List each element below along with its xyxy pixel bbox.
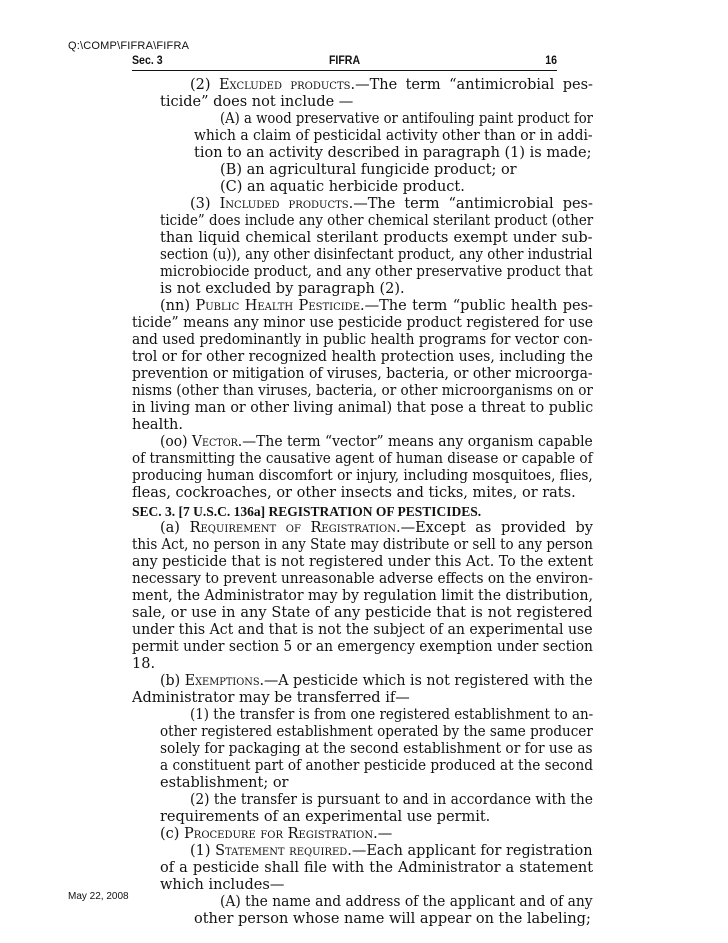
- text-line: ticide” does not include —: [160, 94, 354, 110]
- section-heading: SEC. 3. [7 U.S.C. 136a] REGISTRATION OF PESTICIDES.: [132, 504, 482, 519]
- text-line: sale, or use in any State of any pesticide that is not registered: [132, 605, 593, 621]
- heading-smallcaps: Requirement of Registration: [189, 520, 396, 536]
- text-line: (2) the transfer is pursuant to and in accordance with the: [190, 792, 593, 808]
- text-line: ment, the Administrator may by regulation limit the distribution,: [132, 588, 593, 604]
- text-line: 18.: [132, 656, 156, 672]
- text-line: ticide” means any minor use pesticide product registered for use: [132, 315, 594, 331]
- text-line: requirements of an experimental use permit.: [160, 809, 491, 825]
- text-line: (A) the name and address of the applicant and of any: [220, 894, 593, 910]
- heading-smallcaps: Excluded products: [218, 77, 351, 93]
- text-line: fleas, cockroaches, or other insects and ticks, mites, or rats.: [132, 485, 576, 501]
- text-line: (C) an aquatic herbicide product.: [220, 179, 465, 195]
- text-line: this Act, no person in any State may distribute or sell to any person: [132, 537, 593, 553]
- text-line: (b) Exemptions.—A pesticide which is not registered with the: [160, 673, 593, 689]
- text-line: any pesticide that is not registered under this Act. To the extent: [132, 554, 594, 570]
- text-line: section (u)), any other disinfectant product, any other industrial: [160, 247, 593, 263]
- text-line: producing human discomfort or injury, including mosquitoes, flies,: [132, 468, 593, 484]
- text-line: under this Act and that is not the subject of an experimental use: [132, 622, 593, 638]
- text-line: (1) the transfer is from one registered establishment to an-: [190, 707, 594, 723]
- text-line: establishment; or: [160, 775, 289, 791]
- text-line: which a claim of pesticidal activity other than or in addi-: [194, 128, 593, 144]
- text-line: (B) an agricultural fungicide product; or: [220, 162, 517, 178]
- text-line: solely for packaging at the second establishment or for use as: [160, 741, 593, 757]
- text-line: Administrator may be transferred if—: [132, 690, 410, 706]
- text-line: prevention or mitigation of viruses, bacteria, or other microorga-: [132, 366, 593, 382]
- text-line: (nn) Public Health Pesticide.—The term “public health pes-: [160, 298, 593, 314]
- header-title: FIFRA: [328, 55, 361, 67]
- text-line: microbiocide product, and any other preservative product that: [160, 264, 593, 280]
- text-line: of a pesticide shall file with the Administrator a statement: [160, 860, 594, 876]
- text-line: necessary to prevent unreasonable adverse effects on the environ-: [132, 571, 593, 587]
- text-line: other registered establishment operated by the same producer: [160, 724, 593, 740]
- text-line: health.: [132, 417, 183, 433]
- heading-smallcaps: Statement required: [215, 843, 348, 859]
- heading-smallcaps: Procedure for Registration: [184, 826, 374, 842]
- file-path: Q:\COMP\FIFRA\FIFRA: [68, 40, 190, 52]
- running-header: [132, 54, 557, 71]
- text-line: other person whose name will appear on the labeling;: [194, 911, 591, 927]
- text-line: and used predominantly in public health programs for vector con-: [132, 332, 593, 348]
- text-line: ticide” does include any other chemical sterilant product (other: [160, 213, 594, 229]
- text-line: (A) a wood preservative or antifouling paint product for: [220, 111, 593, 127]
- text-line: than liquid chemical sterilant products exempt under sub-: [160, 230, 593, 246]
- text-line: trol or for other recognized health protection uses, including the: [132, 349, 593, 365]
- text-line: (2) Excluded products.—The term “antimicrobial pes-: [190, 77, 593, 93]
- heading-smallcaps: Public Health Pesticide: [195, 298, 361, 314]
- text-line: which includes—: [160, 877, 285, 893]
- text-line: in living man or other living animal) that pose a threat to public: [132, 400, 594, 416]
- text-line: (oo) Vector.—The term “vector” means any organism capable: [160, 434, 593, 450]
- header-section: Sec. 3: [132, 55, 163, 67]
- text-line: of transmitting the causative agent of human disease or capable of: [132, 451, 593, 467]
- text-line: (3) Included products.—The term “antimicrobial pes-: [190, 196, 593, 212]
- text-line: a constituent part of another pesticide produced at the second: [160, 758, 593, 774]
- text-line: (c) Procedure for Registration.—: [160, 826, 393, 842]
- heading-smallcaps: Vector: [191, 434, 238, 450]
- text-line: tion to an activity described in paragraph (1) is made;: [194, 145, 592, 161]
- text-line: (a) Requirement of Registration.—Except as provided by: [160, 520, 593, 536]
- heading-smallcaps: Exemptions: [184, 673, 260, 689]
- header-page-number: 16: [545, 55, 558, 67]
- text-line: is not excluded by paragraph (2).: [160, 281, 405, 297]
- text-line: nisms (other than viruses, bacteria, or other microorganisms on or: [132, 383, 593, 399]
- text-line: (1) Statement required.—Each applicant for registration: [190, 843, 593, 859]
- text-line: permit under section 5 or an emergency exemption under section: [132, 639, 593, 655]
- heading-smallcaps: Included products: [219, 196, 349, 212]
- footer-date: May 22, 2008: [68, 891, 129, 902]
